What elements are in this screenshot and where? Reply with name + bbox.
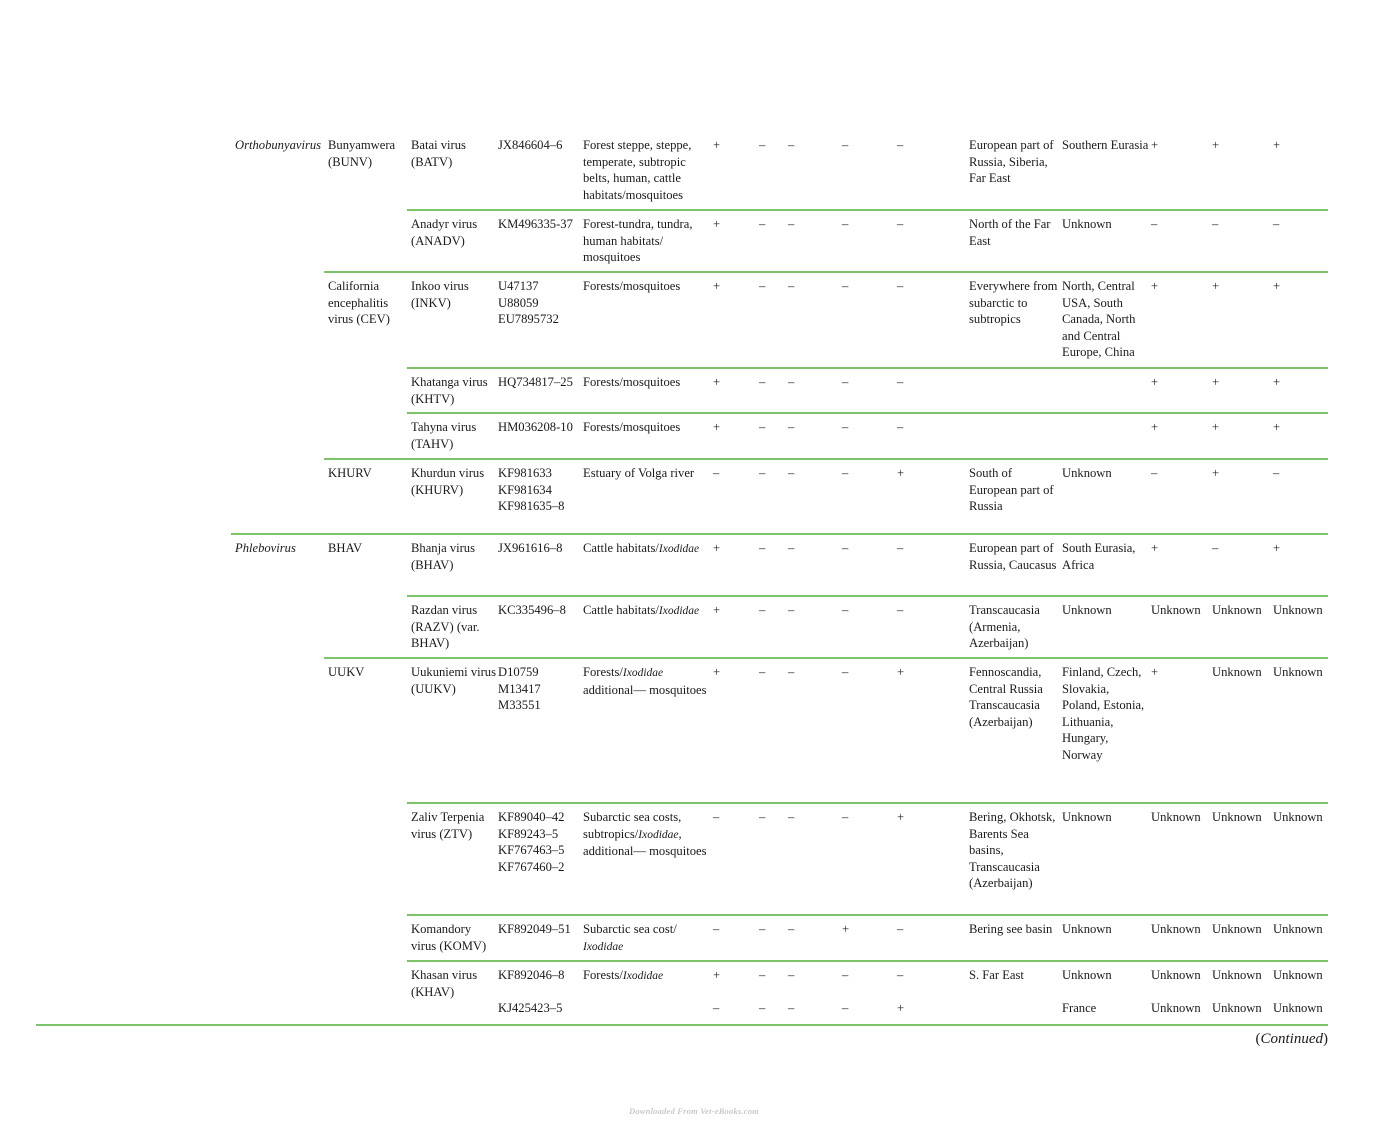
habitat-cell: Forest steppe, steppe, temperate, subtropic belts, human, cattle habitats/mosquitoes <box>583 138 692 202</box>
extra-cell: Unknown <box>1273 922 1323 936</box>
habitat-cell: Cattle habitats/Ixodidae <box>583 603 700 617</box>
mark-cell: – <box>788 1001 795 1015</box>
mark-cell: – <box>897 279 904 293</box>
group-cell: California encephalitis virus (CEV) <box>328 279 390 327</box>
group-cell: Bunyamwera (BUNV) <box>328 138 396 169</box>
extra-cell: + <box>1151 375 1159 389</box>
row-divider <box>36 1024 1328 1026</box>
mark-cell: + <box>897 466 905 480</box>
watermark: Downloaded From Vet-eBooks.com <box>629 1106 759 1116</box>
virus-cell: Anadyr virus (ANADV) <box>411 217 478 248</box>
mark-cell: – <box>713 810 720 824</box>
world-distribution-cell: North, Central USA, South Canada, North and Central Europe, China <box>1062 279 1136 360</box>
row-divider <box>407 914 1328 916</box>
mark-cell: + <box>713 279 721 293</box>
mark-cell: – <box>759 466 766 480</box>
virus-cell: Bhanja virus (BHAV) <box>411 541 476 572</box>
extra-cell: Unknown <box>1212 1001 1262 1015</box>
world-distribution-cell: South Eurasia, Africa <box>1062 541 1136 572</box>
mark-cell: – <box>897 603 904 617</box>
world-distribution-cell: Finland, Czech, Slovakia, Poland, Estonia, Lithuania, Hungary, Norway <box>1062 665 1145 762</box>
accession-cell: JX846604–6 <box>498 138 563 152</box>
accession-cell: KF981633 KF981634 KF981635–8 <box>498 466 565 514</box>
extra-cell: Unknown <box>1273 968 1323 982</box>
accession-cell: KF892049–51 <box>498 922 571 936</box>
mark-cell: – <box>842 279 849 293</box>
row-divider <box>407 367 1328 369</box>
extra-cell: + <box>1212 138 1220 152</box>
mark-cell: + <box>713 968 721 982</box>
extra-cell: + <box>1151 138 1159 152</box>
accession-cell: D10759 M13417 M33551 <box>498 665 541 713</box>
russia-distribution-cell: Bering see basin <box>969 922 1053 936</box>
mark-cell: – <box>788 375 795 389</box>
world-distribution-cell: Unknown <box>1062 968 1112 982</box>
mark-cell: – <box>788 279 795 293</box>
mark-cell: + <box>842 922 850 936</box>
mark-cell: – <box>759 375 766 389</box>
mark-cell: – <box>759 279 766 293</box>
mark-cell: – <box>788 420 795 434</box>
mark-cell: – <box>842 217 849 231</box>
extra-cell: Unknown <box>1151 922 1201 936</box>
mark-cell: – <box>759 138 766 152</box>
extra-cell: Unknown <box>1212 603 1262 617</box>
mark-cell: – <box>842 968 849 982</box>
russia-distribution-cell: European part of Russia, Caucasus <box>969 541 1057 572</box>
extra-cell: Unknown <box>1151 603 1201 617</box>
row-divider <box>407 960 1328 962</box>
mark-cell: – <box>842 420 849 434</box>
mark-cell: – <box>842 665 849 679</box>
mark-cell: – <box>897 138 904 152</box>
accession-cell: U47137 U88059 EU7895732 <box>498 279 559 327</box>
russia-distribution-cell: European part of Russia, Siberia, Far East <box>969 138 1054 186</box>
extra-cell: Unknown <box>1273 665 1323 679</box>
mark-cell: – <box>759 603 766 617</box>
extra-cell: + <box>1151 541 1159 555</box>
row-divider <box>324 458 1328 460</box>
habitat-cell: Forests/mosquitoes <box>583 375 681 389</box>
habitat-cell: Subarctic sea cost/ Ixodidae <box>583 922 677 953</box>
continued-label: (Continued) <box>1255 1031 1328 1047</box>
world-distribution-cell: Unknown <box>1062 922 1112 936</box>
row-divider <box>324 271 1328 273</box>
extra-cell: Unknown <box>1212 665 1262 679</box>
extra-cell: + <box>1151 279 1159 293</box>
world-distribution-cell: Unknown <box>1062 466 1112 480</box>
mark-cell: + <box>713 217 721 231</box>
virus-cell: Khatanga virus (KHTV) <box>411 375 488 406</box>
extra-cell: Unknown <box>1273 603 1323 617</box>
mark-cell: – <box>788 968 795 982</box>
row-divider <box>407 412 1328 414</box>
accession-cell: KF89040–42 KF89243–5 KF767463–5 KF767460–2 <box>498 810 565 874</box>
mark-cell: – <box>788 138 795 152</box>
mark-cell: – <box>759 420 766 434</box>
extra-cell: – <box>1212 541 1219 555</box>
habitat-cell: Forests/mosquitoes <box>583 420 681 434</box>
world-distribution-cell: Unknown <box>1062 217 1112 231</box>
row-divider <box>407 595 1328 597</box>
accession-cell: HM036208-10 <box>498 420 573 434</box>
virus-cell: Komandory virus (KOMV) <box>411 922 487 953</box>
mark-cell: – <box>842 466 849 480</box>
group-cell: BHAV <box>328 541 363 555</box>
mark-cell: + <box>897 810 905 824</box>
mark-cell: – <box>897 420 904 434</box>
world-distribution-cell: France <box>1062 1001 1097 1015</box>
mark-cell: – <box>788 603 795 617</box>
virus-cell: Razdan virus (RAZV) (var. BHAV) <box>411 603 480 651</box>
extra-cell: Unknown <box>1151 968 1201 982</box>
russia-distribution-cell: Bering, Okhotsk, Barents Sea basins, Transcaucasia (Azerbaijan) <box>969 810 1056 891</box>
mark-cell: – <box>759 1001 766 1015</box>
extra-cell: + <box>1151 665 1159 679</box>
russia-distribution-cell: Transcaucasia (Armenia, Azerbaijan) <box>969 603 1040 651</box>
extra-cell: + <box>1273 279 1281 293</box>
mark-cell: + <box>713 603 721 617</box>
mark-cell: – <box>897 922 904 936</box>
habitat-cell: Estuary of Volga river <box>583 466 695 480</box>
extra-cell: + <box>1212 375 1220 389</box>
virus-cell: Batai virus (BATV) <box>411 138 466 169</box>
mark-cell: – <box>759 541 766 555</box>
genus-cell: Orthobunyavirus <box>235 138 322 152</box>
row-divider <box>324 657 1328 659</box>
world-distribution-cell: Unknown <box>1062 810 1112 824</box>
extra-cell: Unknown <box>1212 810 1262 824</box>
russia-distribution-cell: Fennoscandia, Central Russia Transcaucasia (Azerbaijan) <box>969 665 1043 729</box>
habitat-cell: Forests/Ixodidae <box>583 968 664 982</box>
mark-cell: + <box>897 665 905 679</box>
extra-cell: – <box>1151 217 1158 231</box>
mark-cell: – <box>842 541 849 555</box>
mark-cell: + <box>713 665 721 679</box>
mark-cell: – <box>759 922 766 936</box>
world-distribution-cell: Unknown <box>1062 603 1112 617</box>
accession-cell: HQ734817–25 <box>498 375 573 389</box>
habitat-cell: Forests/mosquitoes <box>583 279 681 293</box>
group-cell: UUKV <box>328 665 365 679</box>
virus-cell: Uukuniemi virus (UUKV) <box>411 665 497 696</box>
accession-cell: KF892046–8 <box>498 968 565 982</box>
russia-distribution-cell: Everywhere from subarctic to subtropics <box>969 279 1058 327</box>
extra-cell: Unknown <box>1151 810 1201 824</box>
virus-cell: Khasan virus (KHAV) <box>411 968 478 999</box>
extra-cell: + <box>1212 279 1220 293</box>
habitat-cell: Forest-tundra, tundra, human habitats/ mosquitoes <box>583 217 693 265</box>
extra-cell: + <box>1273 375 1281 389</box>
habitat-cell: Subarctic sea costs, subtropics/Ixodidae, additional— mosquitoes <box>583 810 707 859</box>
accession-cell: KC335496–8 <box>498 603 566 617</box>
virus-cell: Inkoo virus (INKV) <box>411 279 469 310</box>
mark-cell: – <box>713 922 720 936</box>
mark-cell: – <box>842 375 849 389</box>
accession-cell: KJ425423–5 <box>498 1001 563 1015</box>
world-distribution-cell: Southern Eurasia <box>1062 138 1149 152</box>
mark-cell: – <box>713 466 720 480</box>
mark-cell: – <box>759 217 766 231</box>
extra-cell: – <box>1273 217 1280 231</box>
virus-cell: Zaliv Terpenia virus (ZTV) <box>411 810 485 841</box>
mark-cell: + <box>713 138 721 152</box>
extra-cell: + <box>1273 541 1281 555</box>
mark-cell: – <box>788 810 795 824</box>
mark-cell: – <box>842 1001 849 1015</box>
group-cell: KHURV <box>328 466 372 480</box>
mark-cell: – <box>897 968 904 982</box>
row-divider <box>407 802 1328 804</box>
mark-cell: + <box>713 541 721 555</box>
mark-cell: – <box>842 138 849 152</box>
extra-cell: + <box>1212 466 1220 480</box>
russia-distribution-cell: North of the Far East <box>969 217 1051 248</box>
accession-cell: KM496335-37 <box>498 217 573 231</box>
accession-cell: JX961616–8 <box>498 541 563 555</box>
extra-cell: Unknown <box>1151 1001 1201 1015</box>
extra-cell: Unknown <box>1273 1001 1323 1015</box>
russia-distribution-cell: S. Far East <box>969 968 1024 982</box>
mark-cell: – <box>788 217 795 231</box>
extra-cell: + <box>1212 420 1220 434</box>
mark-cell: – <box>788 665 795 679</box>
virus-cell: Tahyna virus (TAHV) <box>411 420 477 451</box>
mark-cell: – <box>759 665 766 679</box>
mark-cell: – <box>759 810 766 824</box>
habitat-cell: Cattle habitats/Ixodidae <box>583 541 700 555</box>
russia-distribution-cell: South of European part of Russia <box>969 466 1054 514</box>
mark-cell: – <box>788 466 795 480</box>
extra-cell: + <box>1273 420 1281 434</box>
mark-cell: – <box>897 375 904 389</box>
continued-text: Continued <box>1260 1031 1323 1047</box>
mark-cell: – <box>897 541 904 555</box>
extra-cell: – <box>1151 466 1158 480</box>
mark-cell: – <box>759 968 766 982</box>
genus-cell: Phlebovirus <box>235 541 296 555</box>
mark-cell: – <box>713 1001 720 1015</box>
virus-cell: Khurdun virus (KHURV) <box>411 466 485 497</box>
mark-cell: – <box>842 603 849 617</box>
row-divider <box>407 209 1328 211</box>
extra-cell: – <box>1273 466 1280 480</box>
mark-cell: – <box>788 541 795 555</box>
mark-cell: + <box>713 420 721 434</box>
mark-cell: – <box>842 810 849 824</box>
row-divider <box>231 533 1328 535</box>
extra-cell: – <box>1212 217 1219 231</box>
mark-cell: – <box>788 922 795 936</box>
extra-cell: Unknown <box>1273 810 1323 824</box>
mark-cell: + <box>897 1001 905 1015</box>
mark-cell: – <box>897 217 904 231</box>
habitat-cell: Forests/Ixodidae additional— mosquitoes <box>583 665 707 697</box>
extra-cell: Unknown <box>1212 922 1262 936</box>
extra-cell: + <box>1273 138 1281 152</box>
mark-cell: + <box>713 375 721 389</box>
extra-cell: + <box>1151 420 1159 434</box>
extra-cell: Unknown <box>1212 968 1262 982</box>
